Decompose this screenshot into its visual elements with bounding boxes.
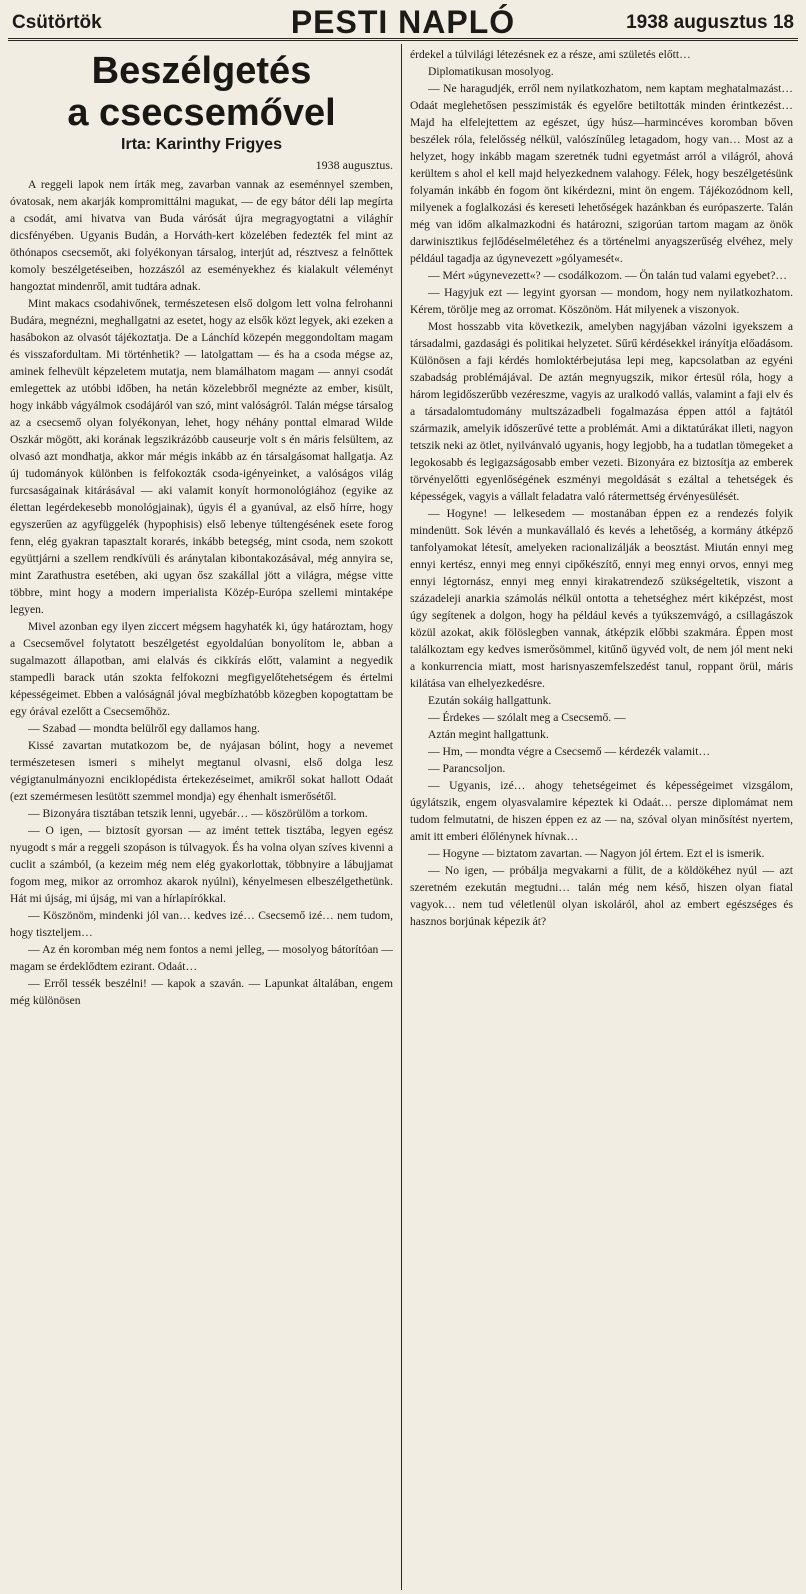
masthead-paper-title: PESTI NAPLÓ [290,4,516,40]
article-paragraph: — Az én koromban még nem fontos a nemi jelleg, — mosolyog bátorítóan — magam se érdeklődtem ezirant. Odaát… [10,943,393,973]
article-paragraph: — Köszönöm, mindenki jól van… kedves izé… Csecsemő izé… nem tudom, hogy tiszteljem… [10,909,393,939]
column-divider [401,44,402,1590]
masthead [8,4,798,41]
article-paragraph: A reggeli lapok nem írták meg, zavarban vannak az eseménnyel szemben, óvatosak, nem akarják kompromittálni magukat, — de egy bátor déli lap megírta a csodát, ami hivatva van Buda várósát újra megragyogtatni a világhír dicsfényében. Ugyanis Budán, a Horváth-kert közelében fedezték fel mint az öthónapos csecsemőt, aki folyékonyan társalog, interjút ad, résztvesz a felnőttek komoly beszélgetéseiben, hozzászól az eseményekhez és kialakult véleményt hangoztat mindenről, amit tudtára adnak. [10,178,393,293]
article-paragraph: — Hogyne — biztatom zavartan. — Nagyon jól értem. Ezt el is ismerik. [428,847,765,860]
article-paragraph: — No igen, — próbálja megvakarni a fülit, de a köldökéhez nyúl — azt szeretném ezekután megtudni… talán még nem késő, hiszen olyan fiatal vagyok… nem tud véletlenül olyan iskoláról, ahol az embert egészséges és hasznos borjúnak képezik át? [410,864,793,928]
headline-line-2: a csecsemővel [67,92,336,134]
article-paragraph: — Szabad — mondta belülről egy dallamos hang. [28,722,260,735]
masthead-day: Csütörtök [12,12,102,33]
article-paragraph: Kissé zavartan mutatkozom be, de nyájasan bólint, hogy a nevemet természetesen ismeri s mihelyt megtanul olvasni, első dolga lesz végigtanulmányozni enciklopédista értekezéseimet, amikről sokat hallott Odaát (ezt szemérmesen lesütött szemmel mondja) egy éhenhalt ismerősétől. [10,739,393,803]
masthead-date: 1938 augusztus 18 [626,12,794,33]
article-paragraph: Mivel azonban egy ilyen ziccert mégsem hagyhaték ki, úgy határoztam, hogy a Csecsemővel folytatott beszélgetést egyoldalúan bonyolítom le, abban a sugalmazott állapotban, ami elalvás és cikkírás előtt, valamint a negyedik stampedli barack után szokta felfokozni megfigyelőtehetségem és értelmi képességeimet. Ebben a valóságnál jóval megbízhatóbb közegben kopogtattam be egy órával ezelőtt a Csecsemőhöz. [10,620,393,718]
article-paragraph: — Ne haragudjék, erről nem nyilatkozhatom, nem kaptam meghatalmazást… Odaát meglehetősen pesszimisták és egyelőre betiltották minden érintkezést… Majd ha elfelejtettem az egészet, úgy húsz—harmincéves koromban bőven beszélek róla, felelősség nélkül, valószínűleg letagadom, hogy van… Most az a helyzet, hogy inkább magam szeretnék tudni egyetmást arról a világról, ahová kerültem s ahol el kell majd helyezkednem valahogy. Félek, hogy beszélgetésünk folyamán inkább én fogom önt kikérdezni, mint ön engem. Tájékozódnom kell, milyenek a foglalkozási és kereseti lehetőségek hazánkban és európaszerte. Talán még van időm alkalmazkodni és határozni, szigorúan tartom magam az önök darwinisztikus fejlődéselméletéhez és a történelmi anyagszerűség elvéhez, mely például tagadja az úgynevezett »gólyamesét«. [410,82,793,265]
article-paragraph: — O igen, — biztosít gyorsan — az imént tettek tisztába, legyen egész nyugodt s már a reggeli szopáson is túlvagyok. És ha volna olyan szíves kivenni a cuclit a számból, (a kezeim még nem elég gyakorlottak, többnyire a lábujjamat fogom meg, mikor az orromhoz akarok nyúlni), kényelmesen elbeszélgethetünk. Hát mi újság, mi újság, mi van a hírlapírókkal. [10,824,393,905]
article-paragraph: érdekel a túlvilági létezésnek ez a része, ami születés előtt… [410,48,691,61]
article-paragraph: Ezután sokáig hallgattunk. [428,694,552,707]
article-paragraph: — Hagyjuk ezt — legyint gyorsan — mondom, hogy nem nyilatkozhatom. Kérem, törölje meg az orromat. Köszönöm. Hát milyenek a viszonyok. [410,286,793,316]
article-paragraph: Aztán megint hallgattunk. [428,728,549,741]
article-dateline: 1938 augusztus. [315,158,393,172]
article-paragraph: — Hm, — mondta végre a Csecsemő — kérdezék valamit… [428,745,711,758]
article-paragraph: — Mért »úgynevezett«? — csodálkozom. — Ön talán tud valami egyebet?… [428,269,787,282]
article-paragraph: — Parancsoljon. [428,762,506,775]
article-paragraph: Mint makacs csodahivőnek, természetesen első dolgom lett volna felrohanni Budára, megnézni, meghallgatni az esetet, hogy az elsők közt legyek, aki ezeken a hasábokon az olvasót tájékoztatja. De a Lánchíd közepén meggondoltam magam és visszafordultam. Mi történhetik? — latolgattam — és ha a csoda mégse az, aminek felhevült képzeletem mutatja, nem blamálhatom magam — annyi csodát emlegettek az utóbbi időben, ha netán közelebbről megnézte az ember, kisült, hogy inkább vágyálmok csodájáról van szó, mint valóságról. Talán mégse társalog az a csecsemő olyan folyékonyan, lehet, hogy néhány ponttal elmarad Wilde Oszkár mögött, aki korának legszikrázóbb causeurje volt s én máris felsültem, az olvasó azt mondhatja, akkor már mégis inkább az én társalgásomat hallgatja. Az új tudományok különben is felfokozták csoda-igényeinket, a valóságos világ furcsaságainak kitárásával — aki valamit konyít hormonológiához (egyike az élettan legérdekesebb monológjainak), úgyis él a gyanúval, az első hírre, hogy egyszerűen az agyfüggelék (hypophisis) első lebenye túltengésének esete forog fenn, elég gyakran tapasztalt korarés, inkább betegség, mint csoda, nem szokott együttjárni a szellem rendkívüli és aránytalan kibontakozásával, még annyira se, mint Zarathustra esetében, aki ugyan ősz szakállal jött a világra, mégse vitte többre, mint hogy a modern imperialista Közép-Európa szellemi mintaképe legyen. [10,297,393,616]
article-column-left [10,46,393,1590]
article-paragraph: — Ugyanis, izé… ahogy tehetségeimet és képességeimet vizsgálom, úgylátszik, engem olyasvalamire képeztek ki Odaát… persze diplomámat nem tudom felmutatni, de hiszen éppen ez az — na, szóval olyan minősítést nyertem, amit itt emberi élőlénynek hívnak… [410,779,793,843]
article-paragraph: — Érdekes — szólalt meg a Csecsemő. — [428,711,626,724]
article-paragraph: Most hosszabb vita következik, amelyben nagyjában vázolni igyekszem a társadalmi, gazdasági és politikai helyzetet. Sűrű kérdésekkel irányítja előadásom. Különösen a faji kérdés homloktérbejutása lepi meg, kapcsolatban az egyéni szabadság problémájával. De aztán megnyugszik, mikor értesül róla, hogy a három legidőszerűbb vezéreszme, vagyis az uralkodó vallás, valamint a faji elv és a társadalomtudomány multszázadbeli fogalmazása éppen attól a fajtától származik, amelyik időszerűvé tette a problémát. Ami a diktatúrákat illeti, nagyon tetszik neki az ötlet, nyilvánvaló ugyanis, hogy legjobb, ha a tudatlan tömegeket a legokosabb és legigazságosabb ember vezeti. Bizonyára ez biztosítja az emberek törvényelőtti egyenlőségének eszményi megoldását s ezáltal a tehetségek és képességek, vagyis a vállalt feladatra való rátermettség érvényesülését. [410,320,793,503]
article-column-right [410,46,793,1590]
article-paragraph: — Hogyne! — lelkesedem — mostanában éppen ez a rendezés folyik mindenütt. Sok lévén a munkavállaló és kevés a lehetőség, a kormány átképző tanfolyamokat létesít, amelyeken racionalizálják a beosztást. Miután ennyi meg ennyi kertész, ennyi meg ennyi cipőkészítő, ennyi meg ennyi orvos, ennyi meg ennyi légtornász, ennyi meg ennyi kirakatrendező szükségeltetik, viszont a századeleji anarkia számolás nélkül ontotta a tehetséghez mért kiképzést, most úgy segítenek a dolgon, hogy ha például kevés a tyúkszemvágó, a csillagászok közül azokat, akik fölöslegben vannak, átképzik előbbi szakmára. Éppen most találkoztam egy kedves ismerősömmel, kitűnő ügyvéd volt, de nem jól ment neki a konkurrencia miatt, most harisnyaszemfelszedést tanul, roppant örül, máris kilátása van elhelyezkedésre. [410,507,793,690]
article-byline: Irta: Karinthy Frigyes [121,136,282,153]
headline-line-1: Beszélgetés [91,50,312,92]
article-paragraph: — Erről tessék beszélni! — kapok a szaván. — Lapunkat általában, engem még különösen [10,977,393,1007]
article-paragraph: — Bizonyára tisztában tetszik lenni, ugyebár… — köszörülöm a torkom. [28,807,368,820]
article-paragraph: Diplomatikusan mosolyog. [428,65,554,78]
article-headline [10,50,393,134]
